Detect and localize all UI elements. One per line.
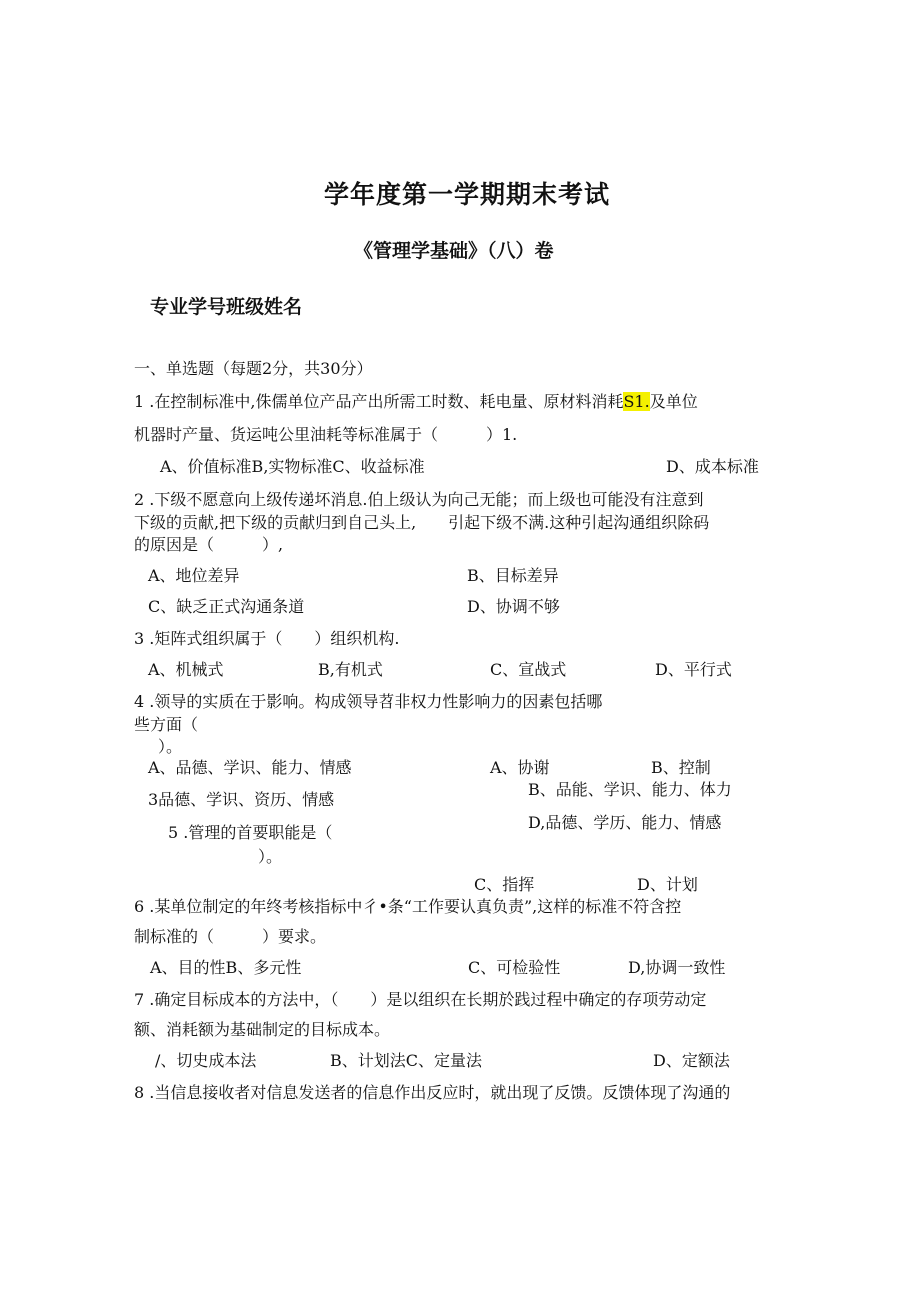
question-5-option-d: D、计划 bbox=[637, 875, 698, 894]
highlighted-text: S1. bbox=[623, 392, 650, 411]
exam-subtitle: 《管理学基础》（八）卷 bbox=[354, 240, 554, 262]
question-7-option-d: D、定额法 bbox=[653, 1051, 730, 1070]
question-6-line-1: 6 .某单位制定的年终考核指标中彳•条“工作要认真负责”,这样的标准不符含控 bbox=[134, 897, 682, 916]
question-6-option-c: C、可检验性 bbox=[468, 958, 561, 977]
question-7-option-a: /、切史成本法 bbox=[155, 1051, 257, 1070]
question-7-line-1: 7 .确定目标成本的方法中，（ ）是以组织在长期於践过程中确定的存项劳动定 bbox=[134, 990, 707, 1009]
question-5-line-1: 5 .管理的首要职能是（ bbox=[168, 823, 333, 842]
question-3-option-a: A、机械式 bbox=[148, 660, 224, 679]
question-7-line-2: 额、消耗额为基础制定的目标成本。 bbox=[134, 1020, 391, 1039]
question-3-line-1: 3 .矩阵式组织属于（ ）组织机构. bbox=[134, 629, 400, 648]
question-4-option-b: B、品能、学识、能力、体力 bbox=[528, 780, 732, 799]
question-1-line-1 bbox=[134, 389, 698, 412]
question-1-line-2: 机器时产量、货运吨公里油耗等标准属于（ ）1. bbox=[134, 425, 518, 444]
question-2-line-3: 的原因是（ ）, bbox=[134, 535, 284, 554]
question-2-option-d: D、协调不够 bbox=[467, 597, 560, 616]
question-1-options-abc: A、价值标准B,实物标准C、收益标准 bbox=[160, 457, 425, 476]
question-1-option-d: D、成本标准 bbox=[666, 457, 759, 476]
question-6-line-2: 制标准的（ ）要求。 bbox=[134, 927, 327, 946]
question-4-line-1: 4 .领导的实质在于影响。构成领导苕非权力性影响力的因素包括哪 bbox=[134, 692, 603, 711]
student-info-line: 专业学号班级姓名 bbox=[150, 296, 303, 318]
question-3-option-c: C、宣战式 bbox=[490, 660, 567, 679]
question-2-line-1: 2 .下级不愿意向上级传递坏消息.伯上级认为向己无能；而上级也可能没有注意到 bbox=[134, 490, 704, 509]
question-1-text-end: 及单位 bbox=[649, 392, 698, 411]
question-5-option-a: A、协谢 bbox=[490, 758, 550, 777]
question-2-option-b: B、目标差异 bbox=[467, 566, 559, 585]
question-6-option-d: D,协调一致性 bbox=[628, 958, 726, 977]
question-3-option-b: B,有机式 bbox=[318, 660, 383, 679]
section-heading: 一、单选题（每题2分，共30分） bbox=[134, 359, 373, 378]
question-6-options-ab: A、目的性B、多元性 bbox=[150, 958, 302, 977]
question-1-text: 1 .在控制标准中,侏儒单位产品产出所需工时数、耗电量、原材料消耗 bbox=[134, 392, 624, 411]
question-8-line-1: 8 .当信息接收者对信息发送者的信息作出反应时，就出现了反馈。反馈体现了沟通的 bbox=[134, 1083, 731, 1102]
question-5-line-2: ）。 bbox=[258, 847, 283, 866]
question-4-option-a: A、品德、学识、能力、情感 bbox=[148, 758, 352, 777]
question-4-line-3: ）。 bbox=[158, 737, 183, 756]
page-title: 学年度第一学期期末考试 bbox=[324, 180, 611, 209]
question-2-option-c: C、缺乏正式沟通条道 bbox=[148, 597, 305, 616]
question-5-option-b: B、控制 bbox=[651, 758, 711, 777]
question-3-option-d: D、平行式 bbox=[655, 660, 732, 679]
question-2-line-2: 下级的贡献,把下级的贡献归到自己头上, 引起下级不满.这种引起沟通组织除码 bbox=[134, 513, 710, 532]
question-4-option-d: D,品德、学历、能力、情感 bbox=[528, 813, 722, 832]
question-4-option-c: 3品德、学识、资历、情感 bbox=[148, 790, 335, 809]
question-2-option-a: A、地位差异 bbox=[148, 566, 240, 585]
question-5-option-c: C、指挥 bbox=[474, 875, 535, 894]
question-7-options-bc: B、计划法C、定量法 bbox=[330, 1051, 483, 1070]
question-4-line-2: 些方面（ bbox=[134, 715, 199, 734]
